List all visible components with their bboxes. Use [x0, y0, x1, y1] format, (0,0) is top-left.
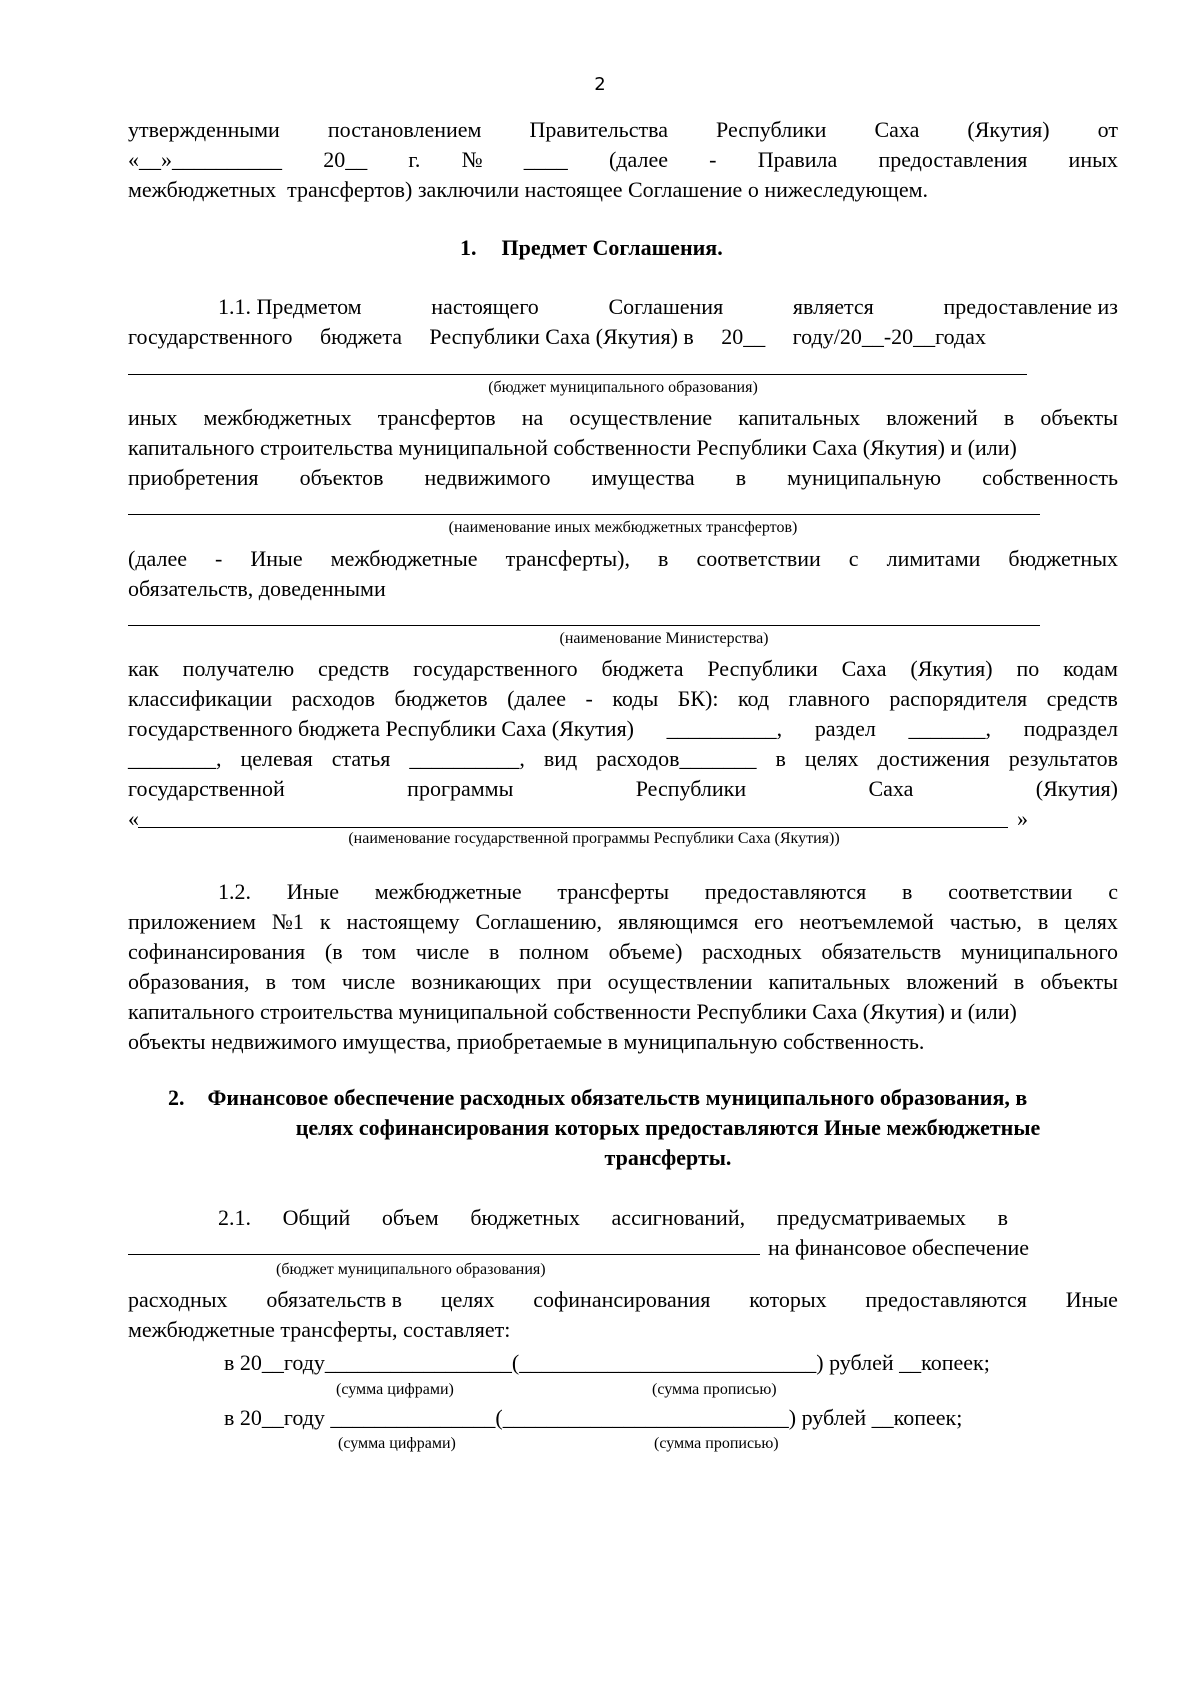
word: собственность: [982, 465, 1118, 490]
word: «__»__________: [128, 147, 282, 172]
word: трансферты),: [505, 546, 630, 571]
word: при: [557, 969, 592, 994]
year-line-1: в 20__году_________________(___________________________) рублей __копеек;: [224, 1350, 990, 1375]
p1-1-line-5: [128, 462, 1118, 494]
p1-1-line-7: [128, 573, 1118, 605]
word: являющимся: [617, 909, 739, 934]
word: 1.1. Предметом: [218, 294, 362, 319]
word: -: [215, 546, 223, 571]
word: Саха: [874, 117, 920, 142]
word: предоставляются: [865, 1287, 1027, 1312]
word: объекты: [1040, 969, 1118, 994]
intro-line-2: [128, 144, 1118, 176]
word: капитального строительства муниципальной собственности Республики Саха (Якутия) и (или): [128, 999, 1017, 1024]
word: соответствии: [696, 546, 821, 571]
word: на: [521, 405, 544, 430]
blank-rule-transfers: [128, 514, 1040, 515]
p1-1-line-3: [128, 402, 1118, 434]
word: г.: [408, 147, 421, 172]
word: государственной: [128, 776, 285, 801]
word: в: [1037, 909, 1049, 934]
word: недвижимого: [424, 465, 551, 490]
section-2-heading-line-3: трансферты.: [604, 1145, 732, 1170]
word: Правила: [757, 147, 838, 172]
word: межбюджетные трансферты, составляет:: [128, 1317, 511, 1342]
word: Правительства: [529, 117, 668, 142]
word: муниципальную: [787, 465, 942, 490]
word: предусматриваемых: [776, 1205, 966, 1230]
word: постановлением: [327, 117, 482, 142]
word: целях: [440, 1287, 495, 1312]
word: бюджетных: [1008, 546, 1118, 571]
blank-rule-ministry: [128, 625, 1040, 626]
word: муниципального: [960, 939, 1118, 964]
word: БК):: [677, 686, 719, 711]
word: в: [1003, 405, 1015, 430]
word: вложений: [906, 969, 998, 994]
word: 20__: [721, 324, 766, 349]
word: объекты недвижимого имущества, приобретаемые в муниципальную собственность.: [128, 1029, 925, 1054]
p1-1-line-10: [128, 713, 1118, 745]
word: (далее: [507, 686, 567, 711]
word: (Якутия): [1035, 776, 1118, 801]
word: осуществление: [569, 405, 713, 430]
word: том: [362, 939, 397, 964]
p1-1-line-1: [218, 291, 1118, 323]
word: частью,: [949, 909, 1022, 934]
word: соответствии: [948, 879, 1073, 904]
word: межбюджетные: [330, 546, 478, 571]
word: расходных: [702, 939, 802, 964]
p1-2-line-4: [128, 966, 1118, 998]
section-2-number: 2.: [168, 1085, 185, 1110]
p1-2-line-1: [218, 876, 1118, 908]
word: приобретения: [128, 465, 259, 490]
word: приложением: [128, 909, 256, 934]
word: средств: [1046, 686, 1118, 711]
word: в: [489, 939, 500, 964]
caption-ministry: (наименование Министерства): [559, 630, 769, 647]
word: Республики: [716, 117, 827, 142]
word: Иные: [250, 546, 303, 571]
word: Саха: [841, 656, 887, 681]
p1-2-line-6: [128, 1026, 1118, 1058]
word: Общий: [282, 1205, 351, 1230]
word: в: [775, 746, 786, 771]
word: (Якутия): [967, 117, 1050, 142]
word: программы: [407, 776, 514, 801]
blank-rule-budget: [128, 374, 1027, 375]
word: в: [735, 465, 747, 490]
caption-budget-2: (бюджет муниципального образования): [276, 1261, 546, 1278]
word: утвержденными: [128, 117, 280, 142]
caption-transfers: (наименование иных межбюджетных трансфертов): [448, 519, 798, 536]
word: предоставление из: [943, 294, 1118, 319]
word: бюджетных: [470, 1205, 580, 1230]
p1-1-line-2: [128, 321, 986, 353]
word: целях: [804, 746, 859, 771]
word: получателю: [182, 656, 295, 681]
year-line-2: в 20__году _______________(__________________________) рублей __копеек;: [224, 1405, 963, 1430]
word: результатов: [1008, 746, 1118, 771]
word: году/20__-20__годах: [792, 324, 986, 349]
word: №: [461, 147, 483, 172]
word: расходов_______: [596, 746, 757, 771]
word: бюджета: [319, 324, 402, 349]
p1-1-line-4: [128, 432, 1118, 464]
word: бюджета: [601, 656, 684, 681]
word: в: [658, 546, 669, 571]
word: к: [319, 909, 331, 934]
caption-program: (наименование государственной программы Республики Саха (Якутия)): [348, 830, 840, 847]
word: Иные: [1065, 1287, 1118, 1312]
word: «: [128, 806, 139, 831]
word: с: [1108, 879, 1118, 904]
word: расходных: [128, 1287, 228, 1312]
word: »: [1017, 806, 1028, 831]
word: предоставляются: [704, 879, 867, 904]
p1-1-line-6: [128, 543, 1118, 575]
word: распорядителя: [889, 686, 1028, 711]
p1-2-line-3: [128, 936, 1118, 968]
word: числе: [341, 969, 396, 994]
word: от: [1097, 117, 1118, 142]
word: государственного: [128, 324, 293, 349]
word: код: [737, 686, 770, 711]
word: обязательств: [821, 939, 942, 964]
word: трансферты: [557, 879, 669, 904]
word: как: [128, 656, 159, 681]
word: статья: [331, 746, 391, 771]
word: объекты: [1040, 405, 1118, 430]
word: коды: [612, 686, 659, 711]
section-1-heading: [460, 232, 723, 264]
p1-1-line-8: [128, 653, 1118, 685]
blank-rule-program: [138, 827, 1008, 828]
p1-1-line-11: [128, 743, 1118, 775]
word: числе: [415, 939, 470, 964]
word: __________,: [666, 716, 783, 741]
word: целевая: [240, 746, 313, 771]
page-number: 2: [594, 74, 606, 95]
word: Саха: [868, 776, 914, 801]
p2-1-line-4: [128, 1314, 1118, 1346]
word: межбюджетных трансфертов) заключили настоящее Соглашение о нижеследующем.: [128, 177, 929, 202]
word: Иные: [286, 879, 339, 904]
word: межбюджетные: [374, 879, 522, 904]
word: объем: [381, 1205, 439, 1230]
word: межбюджетных: [203, 405, 352, 430]
word: лимитами: [886, 546, 981, 571]
p1-2-line-2: [128, 906, 1118, 938]
intro-line-3: [128, 174, 1118, 206]
word: трансфертов: [377, 405, 496, 430]
p2-1-line-1: [218, 1202, 1008, 1234]
word: _______,: [908, 716, 991, 741]
word: Республики Саха (Якутия) в: [429, 324, 694, 349]
word: иных: [128, 405, 178, 430]
word: -: [585, 686, 593, 711]
word: 1.2.: [218, 879, 251, 904]
word: софинансирования: [533, 1287, 711, 1312]
word: в: [1013, 969, 1025, 994]
section-1-number: 1.: [460, 235, 477, 260]
word: подраздел: [1023, 716, 1118, 741]
word: софинансирования: [128, 939, 306, 964]
p1-2-line-5: [128, 996, 1118, 1028]
word: 2.1.: [218, 1205, 251, 1230]
word: ____: [523, 147, 568, 172]
word: государственного: [413, 656, 578, 681]
word: классификации: [128, 686, 273, 711]
word: Республики: [635, 776, 747, 801]
word: государственного бюджета Республики Саха (Якутия): [128, 716, 635, 741]
word: том: [292, 969, 326, 994]
word: расходов: [291, 686, 376, 711]
word: (Якутия): [910, 656, 993, 681]
word: средств: [318, 656, 390, 681]
word: объектов: [299, 465, 384, 490]
word: Соглашению,: [475, 909, 602, 934]
word: Республики: [707, 656, 818, 681]
word: вложений: [886, 405, 978, 430]
word: капитальных: [768, 969, 891, 994]
blank-rule-budget-2: [128, 1254, 760, 1255]
caption-sum-digits-2: (сумма цифрами): [338, 1435, 456, 1452]
word: полном: [519, 939, 589, 964]
word: по: [1016, 656, 1040, 681]
word: объеме): [608, 939, 683, 964]
word: предоставления: [878, 147, 1028, 172]
word: капитального строительства муниципальной собственности Республики Саха (Якутия) и (или): [128, 435, 1017, 460]
word: __________,: [409, 746, 525, 771]
word: раздел: [814, 716, 876, 741]
word: имущества: [591, 465, 695, 490]
p2-1-line-2-tail: на финансовое обеспечение: [768, 1235, 1030, 1260]
word: обязательств, доведенными: [128, 576, 386, 601]
word: ассигнований,: [611, 1205, 746, 1230]
caption-sum-words-1: (сумма прописью): [652, 1381, 777, 1398]
word: осуществлении: [607, 969, 753, 994]
word: вид: [543, 746, 578, 771]
word: в: [265, 969, 276, 994]
word: целях: [1064, 909, 1118, 934]
p1-1-line-12: [128, 773, 1118, 805]
word: с: [848, 546, 859, 571]
p2-1-line-3: [128, 1284, 1118, 1316]
word: капитальных: [738, 405, 861, 430]
section-2-title-1: Финансовое обеспечение расходных обязательств муниципального образования, в: [207, 1085, 1028, 1110]
word: образования,: [128, 969, 250, 994]
caption-sum-words-2: (сумма прописью): [654, 1435, 779, 1452]
word: бюджетов: [394, 686, 488, 711]
word: (в: [324, 939, 343, 964]
word: (далее: [608, 147, 668, 172]
word: достижения: [877, 746, 990, 771]
caption-sum-digits-1: (сумма цифрами): [336, 1381, 454, 1398]
word: настоящему: [346, 909, 460, 934]
section-2-heading-line-1: [168, 1082, 1118, 1114]
word: ________,: [128, 746, 222, 771]
section-1-title: Предмет Соглашения.: [501, 235, 723, 260]
section-2-heading-line-2: целях софинансирования которых предоставляются Иные межбюджетные: [295, 1115, 1041, 1140]
intro-line-1: [128, 114, 1118, 146]
word: -: [709, 147, 717, 172]
word: которых: [749, 1287, 827, 1312]
word: неотъемлемой: [799, 909, 934, 934]
caption-budget: (бюджет муниципального образования): [488, 379, 758, 396]
word: в: [997, 1205, 1008, 1230]
word: 20__: [323, 147, 368, 172]
word: его: [754, 909, 784, 934]
word: является: [792, 294, 874, 319]
word: в: [902, 879, 913, 904]
word: возникающих: [411, 969, 542, 994]
word: обязательств в: [266, 1287, 403, 1312]
word: главного: [788, 686, 870, 711]
word: кодам: [1063, 656, 1118, 681]
p1-1-line-9: [128, 683, 1118, 715]
word: (далее: [128, 546, 187, 571]
word: иных: [1068, 147, 1118, 172]
word: Соглашения: [608, 294, 724, 319]
word: настоящего: [431, 294, 539, 319]
word: №1: [271, 909, 304, 934]
